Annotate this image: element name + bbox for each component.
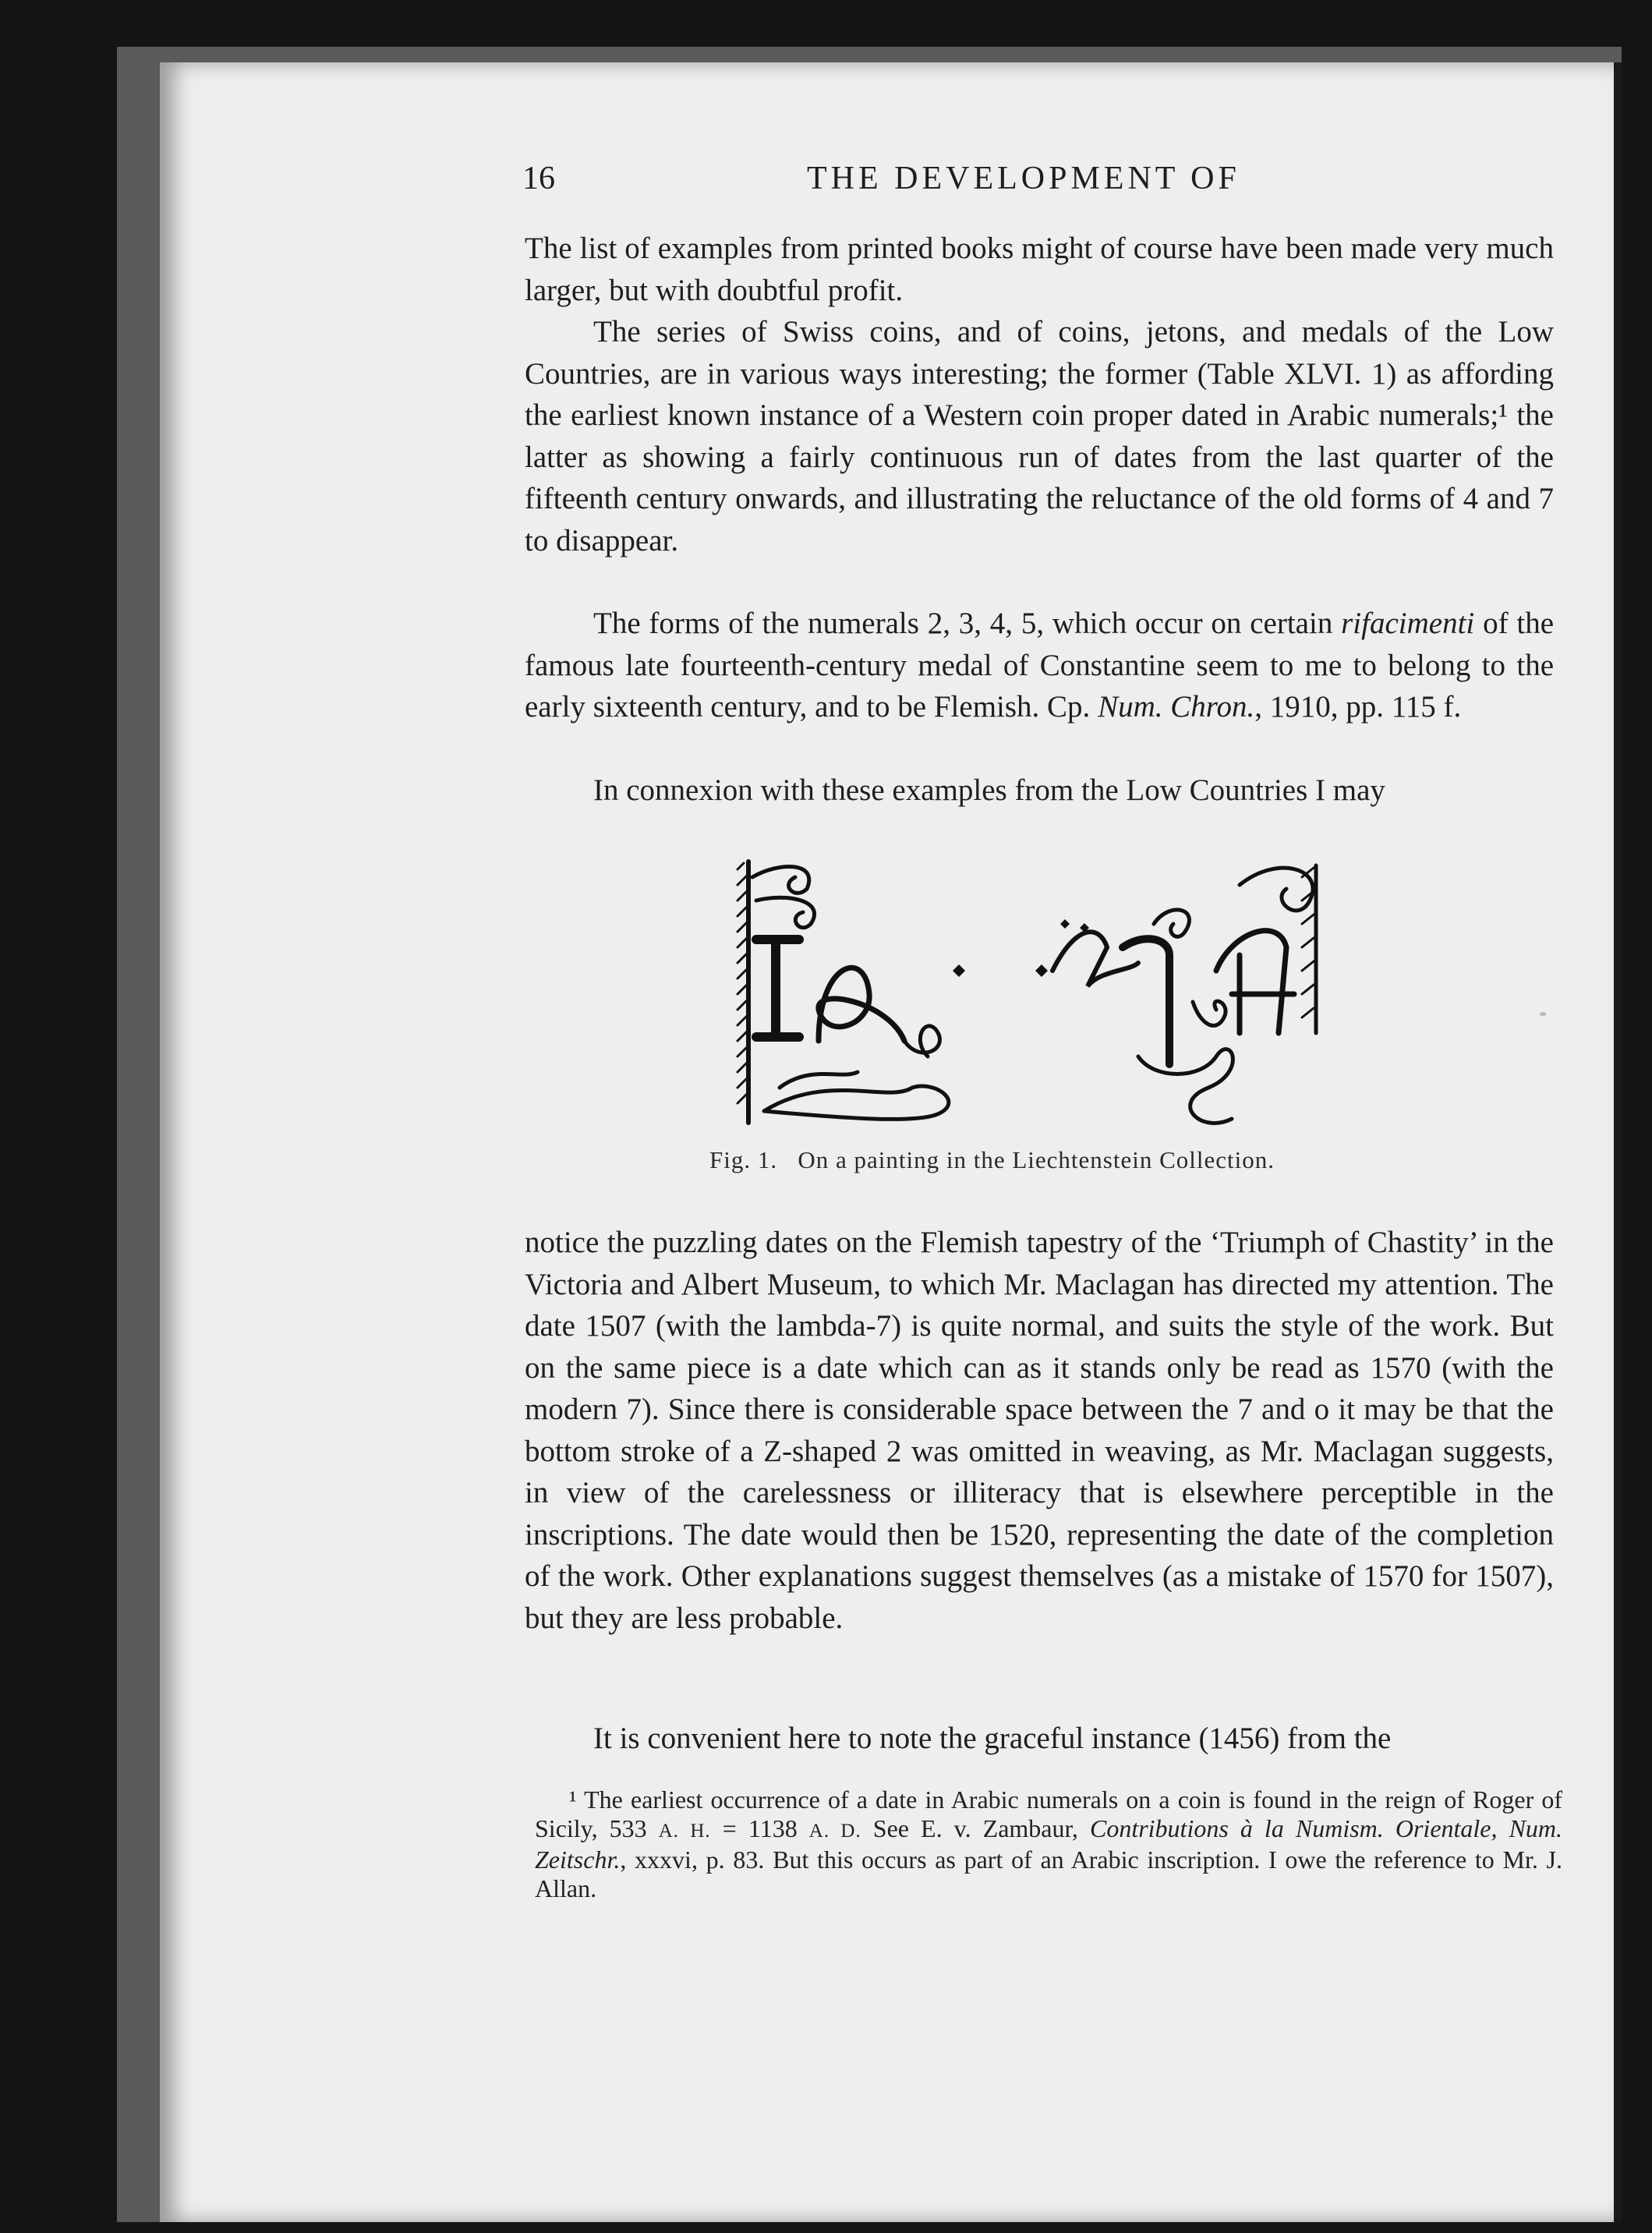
numeral-one: [756, 940, 799, 1037]
numeral-four-loop: [819, 968, 904, 1041]
paragraph-3-text: , 1910, pp. 115 f.: [1254, 690, 1462, 724]
paragraph-5: notice the puzzling dates on the Flemish tapestry of the ‘Triumph of Chastity’ in the Victoria and Albert Museum, to which Mr. Maclagan has directed my attention. The date 1507 (with the lambda-7) is quite normal, and suits the style of the work. But on the same piece is a date which can as it stands only be read as 1570 (with the modern 7). Since there is considerable space between the 7 and o it may be that the bottom stroke of a Z-shaped 2 was omitted in weaving, as Mr. Maclagan suggests, in view of the carelessness or illiteracy that is elsewhere perceptible in the inscriptions. The date would then be 1520, representing the date of the completion of the work. Other explanations suggest themselves (as a mistake of 1570 for 1507), but they are less probable.: [525, 1226, 1554, 1635]
italic-term: rifacimenti: [1341, 607, 1475, 640]
paragraph-3: [525, 603, 1554, 728]
footnote-text: = 1138: [710, 1814, 809, 1842]
paragraph-4: In connexion with these examples from the Low Countries I may: [593, 773, 1385, 807]
footnote: [535, 1785, 1562, 1903]
numeral-five: [1052, 932, 1138, 986]
separator-dot: [1035, 964, 1048, 977]
paragraph-2: The series of Swiss coins, and of coins, jetons, and medals of the Low Countries, are in various ways interesting; the former (Table XLVI. 1) as affording the earliest known instance of a Western coin proper dated in Arabic numerals;¹ the latter as showing a fairly continuous run of dates from the last quarter of the fifteenth century onwards, and illustrating the reluctance of the old forms of 4 and 7 to disappear.: [525, 315, 1554, 557]
era-abbrev: A. H.: [658, 1821, 711, 1842]
numeral-seven: [1123, 939, 1169, 1064]
hatched-bar-left: [738, 863, 747, 1103]
era-abbrev: A. D.: [808, 1821, 861, 1842]
flourish-top-left: [752, 866, 809, 893]
footnote-citation: Contributions à la Numism. Orientale, Num. Zeitschr.: [535, 1814, 1563, 1874]
paragraph-6: It is convenient here to note the graceful instance (1456) from the: [593, 1722, 1392, 1755]
separator-dot: [953, 964, 965, 977]
paragraph-3-text: of the famous late fourteenth-century medal of Constantine seem to me to belong to the early sixteenth century, and to be Flemish. Cp.: [525, 607, 1554, 724]
caption-label: Fig. 1.: [709, 1146, 778, 1173]
footnote-text: , xxxvi, p. 83. But this occurs as part of an Arabic inscription. I owe the reference to Mr. J. Allan.: [535, 1845, 1562, 1902]
footnote-text: ¹ The earliest occurrence of a date in Arabic numerals on a coin is found in the reign of Roger of Sicily, 533: [535, 1785, 1562, 1842]
numeral-right: [1216, 931, 1294, 1033]
page-number: 16: [522, 161, 555, 196]
footnote-text: See E. v. Zambaur,: [861, 1814, 1090, 1842]
paragraph-3-text: The forms of the numerals 2, 3, 4, 5, which occur on certain: [593, 607, 1342, 640]
figure-date-numerals: [733, 854, 1341, 1134]
paragraph-1: The list of examples from printed books might of course have been made very much larger, but with doubtful profit.: [525, 232, 1554, 307]
ink-speck: [1540, 1012, 1546, 1016]
page-edge-rule: [1614, 62, 1622, 2222]
caption-text: On a painting in the Liechtenstein Collection.: [798, 1146, 1275, 1173]
running-head: THE DEVELOPMENT OF: [807, 161, 1240, 196]
journal-title: Num. Chron.: [1098, 690, 1255, 724]
